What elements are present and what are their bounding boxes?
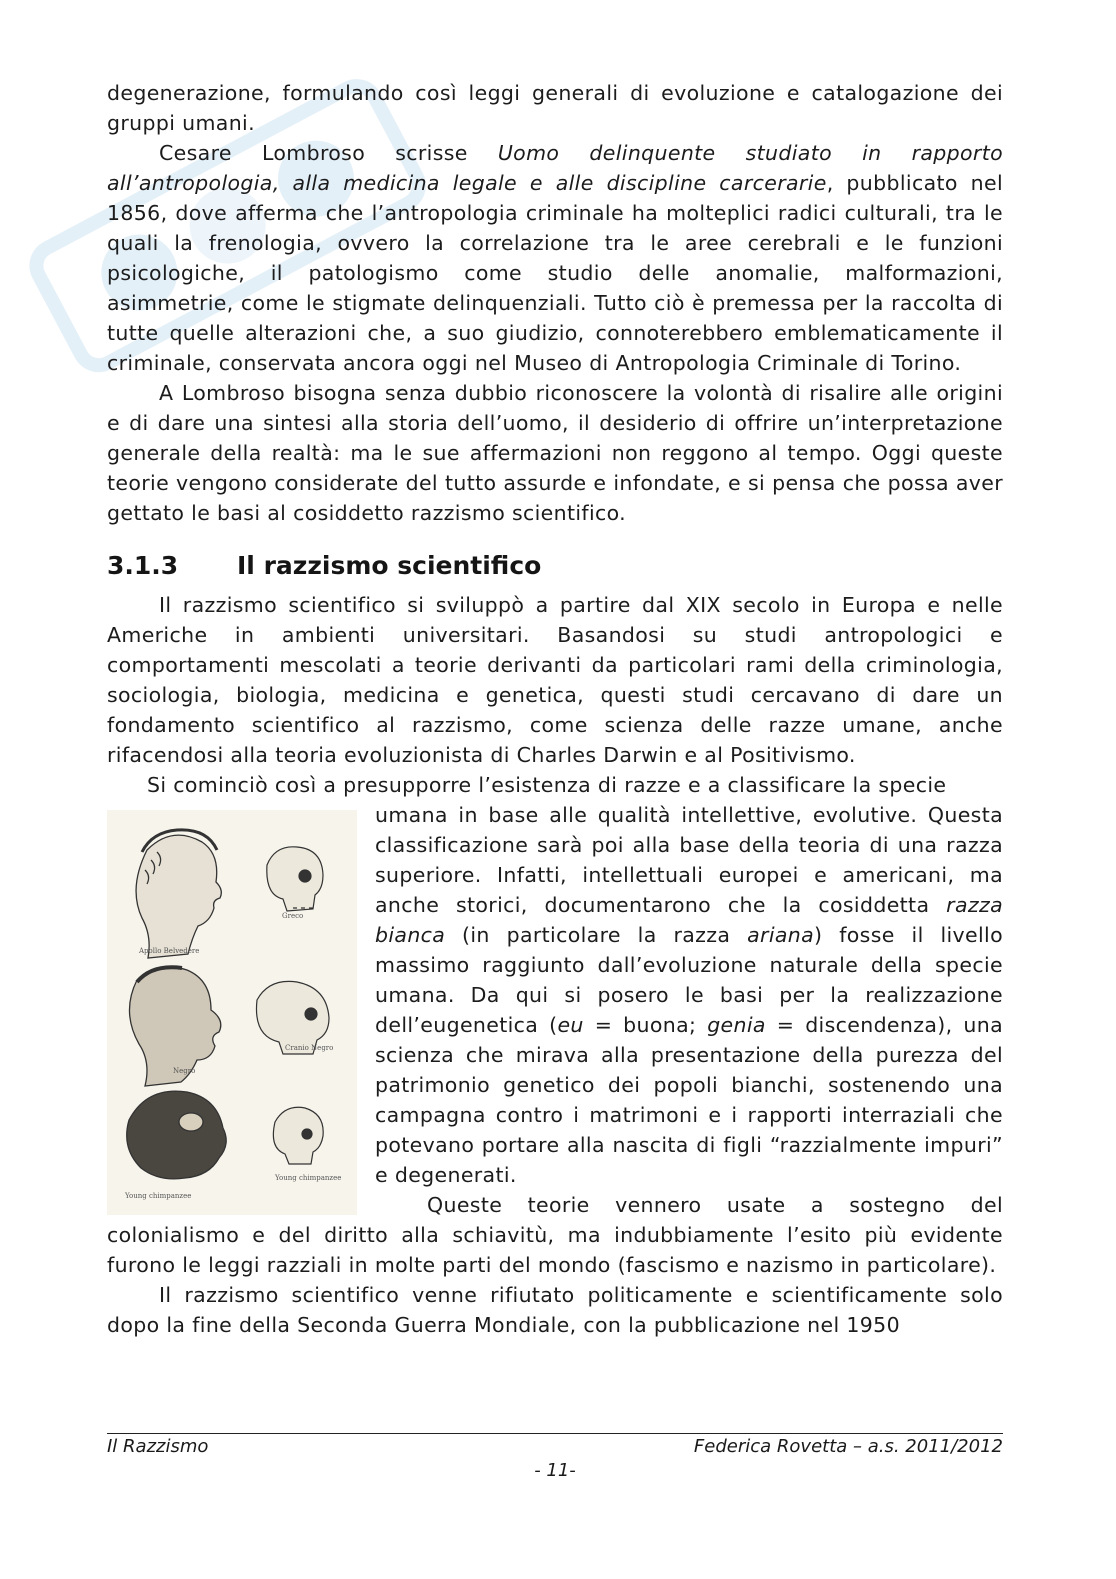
paragraph-lombroso [107,138,1003,378]
chimpanzee-head-icon [127,1091,226,1179]
caption-young-chimp-skull: Young chimpanzee [275,1174,342,1182]
footer-author: Federica Rovetta – a.s. 2011/2012 [693,1436,1003,1457]
paragraph-scientific-racism: Il razzismo scientifico si sviluppò a partire dal XIX secolo in Europa e nelle Americhe in ambienti universitari. Basandosi su studi antropologici e comportamenti mescolati a teorie derivanti da particolari rami della criminologia, sociologia, biologia, medicina e genetica, questi studi cercavano di dare un fondamento scientifico al razzismo, come scienza delle razze umane, anche rifacendosi alla teoria evoluzionista di Charles Darwin e al Positivismo. [107,593,1003,767]
caption-greco: Greco [282,912,304,920]
book-title: Uomo delinquente studiato in rapporto all’antropologia, alla medicina legale e alle discipline carcerarie [107,141,1003,195]
section-heading [107,550,1003,582]
paragraph-0: degenerazione, formulando così leggi generali di evoluzione e catalogazione dei gruppi umani. [107,81,1003,135]
skull-comparison-figure [107,810,357,1215]
paragraph-rejection: Il razzismo scientifico venne rifiutato politicamente e scientificamente solo dopo la fine della Seconda Guerra Mondiale, con la pubblicazione nel 1950 [107,1283,1003,1337]
emphasis-genia: genia [707,1013,766,1037]
paragraph-text: = discendenza), una scienza che mirava alla presentazione della purezza del patrimonio genetico dei popoli bianchi, sostenendo una campagna contro i matrimoni e i rapporti interraziali che potevano portare alla nascita di figli “razzialmente impuri” e degenerati. [375,1013,1003,1187]
paragraph-text: ) fosse il livello massimo raggiunto dall’evoluzione naturale della specie umana. Da qui si posero le basi per la realizzazione dell’eugenetica ( [375,923,1003,1037]
caption-negro: Negro [173,1067,196,1075]
page-number: - 11- [534,1460,576,1481]
skull-1-icon [267,847,323,911]
head-profile-1-icon [136,830,221,958]
footer-title: Il Razzismo [107,1436,209,1457]
emphasis-razza-bianca: razza bianca [375,893,1003,947]
emphasis-ariana: ariana [747,923,815,947]
paragraph-classification-lead: Si cominciò così a presupporre l’esistenza di razze e a classificare la specie [147,773,947,797]
skull-3-icon [273,1107,323,1164]
caption-young-chimp: Young chimpanzee [125,1192,192,1200]
caption-apollo: Apollo Belvedere [139,947,200,955]
paragraph-text: (in particolare la razza [445,923,748,947]
emphasis-eu: eu [557,1013,584,1037]
paragraph-lombroso-assessment: A Lombroso bisogna senza dubbio riconoscere la volontà di risalire alle origini e di dare una sintesi alla storia dell’uomo, il desiderio di offrire un’interpretazione generale della realtà: ma le sue affermazioni non reggono al tempo. Oggi queste teorie vengono considerate del tutto assurde e infondate, e si pensa che possa aver gettato le basi al cosiddetto razzismo scientifico. [107,381,1003,525]
section-title: Il razzismo scientifico [237,551,542,580]
paragraph-text: Cesare Lombroso scrisse [159,141,498,165]
page-footer [107,1433,1003,1483]
caption-cranio-negro: Cranio Negro [285,1044,334,1052]
skull-illustration [107,810,357,1215]
paragraph-text: = buona; [583,1013,708,1037]
page-body [107,78,1003,1340]
paragraph-text: , pubblicato nel 1856, dove afferma che l’antropologia criminale ha molteplici radici culturali, tra le quali la frenologia, ovvero la correlazione tra le aree cerebrali e le funzioni psicologiche, il patologismo come studio delle anomalie, malformazioni, asimmetrie, come le stigmate delinquenziali. Tutto ciò è premessa per la raccolta di tutte quelle alterazioni che, a suo giudizio, connoterebbero emblematicamente il criminale, conservata ancora oggi nel Museo di Antropologia Criminale di Torino. [107,171,1003,375]
section-number: 3.1.3 [107,551,179,580]
paragraph-text: umana in base alle qualità intellettive, evolutive. Questa classificazione sarà poi alla base della teoria di una razza superiore. Infatti, intellettuali europei e americani, ma anche storici, documentarono che la cosiddetta [375,803,1003,917]
paragraph-colonialism: Queste teorie vennero usate a sostegno del colonialismo e del diritto alla schiavitù, ma indubbiamente l’esito più evidente furono le leggi razziali in molte parti del mondo (fascismo e nazismo in particolare). [107,1193,1003,1277]
